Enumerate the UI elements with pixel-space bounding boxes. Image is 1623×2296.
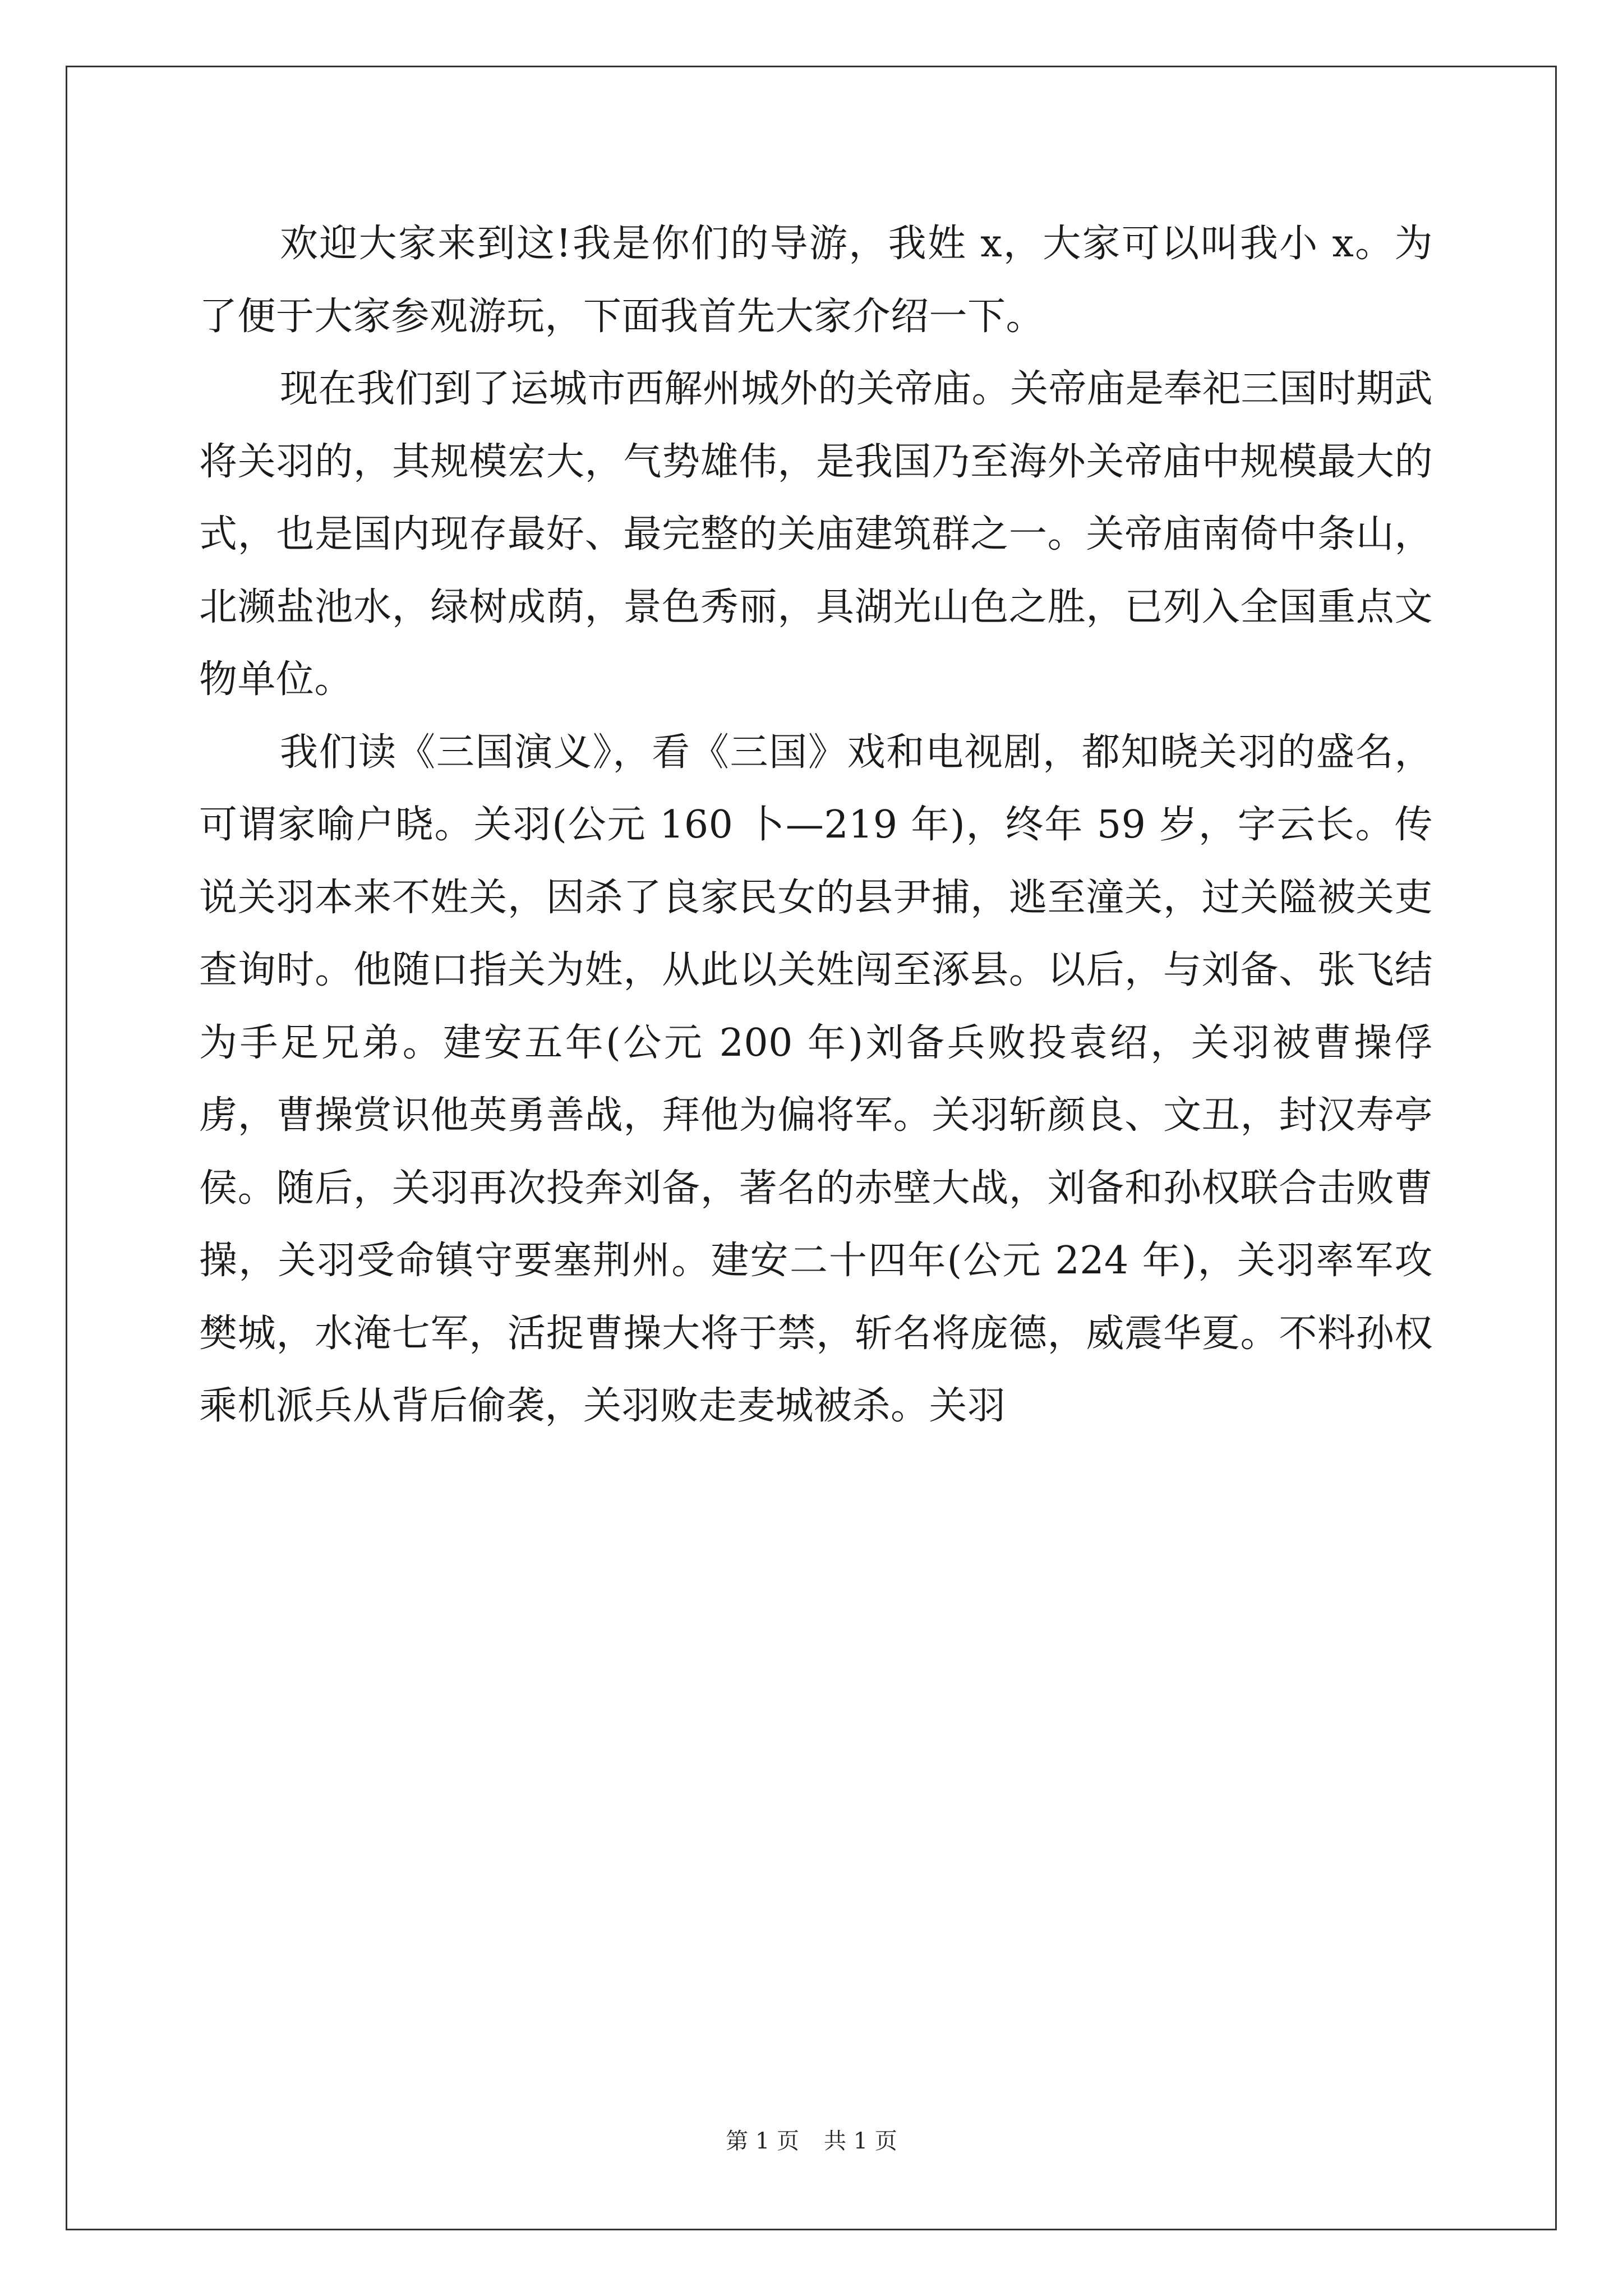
page-total: 共 1 页 bbox=[824, 2128, 897, 2154]
document-body bbox=[199, 208, 1433, 1443]
paragraph-guan-yu-history: 我们读《三国演义》，看《三国》戏和电视剧，都知晓关羽的盛名，可谓家喻户晓。关羽(公元 160 卜—219 年)，终年 59 岁，字云长。传说关羽本来不姓关，因杀了良家民女的县尹捕，逃至潼关，过关隘被关吏查询时。他随口指关为姓，从此以关姓闯至涿县。以后，与刘备、张飞结为手足兄弟。建安五年(公元 200 年)刘备兵败投袁绍，关羽被曹操俘虏，曹操赏识他英勇善战，拜他为偏将军。关羽斩颜良、文丑，封汉寿亭侯。随后，关羽再次投奔刘备，著名的赤壁大战，刘备和孙权联合击败曹操，关羽受命镇守要塞荆州。建安二十四年(公元 224 年)，关羽率军攻樊城，水淹七军，活捉曹操大将于禁，斩名将庞德，威震华夏。不料孙权乘机派兵从背后偷袭，关羽败走麦城被杀。关羽 bbox=[199, 730, 1433, 1428]
page-number: 第 1 页 bbox=[726, 2128, 799, 2154]
paragraph-intro: 欢迎大家来到这!我是你们的导游，我姓 x，大家可以叫我小 x。为了便于大家参观游玩，下面我首先大家介绍一下。 bbox=[199, 222, 1433, 339]
page-footer bbox=[0, 2127, 1623, 2155]
paragraph-guandi-temple: 现在我们到了运城市西解州城外的关帝庙。关帝庙是奉祀三国时期武将关羽的，其规模宏大，气势雄伟，是我国乃至海外关帝庙中规模最大的式，也是国内现存最好、最完整的关庙建筑群之一。关帝庙南倚中条山，北濒盐池水，绿树成荫，景色秀丽，具湖光山色之胜，已列入全国重点文物单位。 bbox=[199, 367, 1433, 702]
